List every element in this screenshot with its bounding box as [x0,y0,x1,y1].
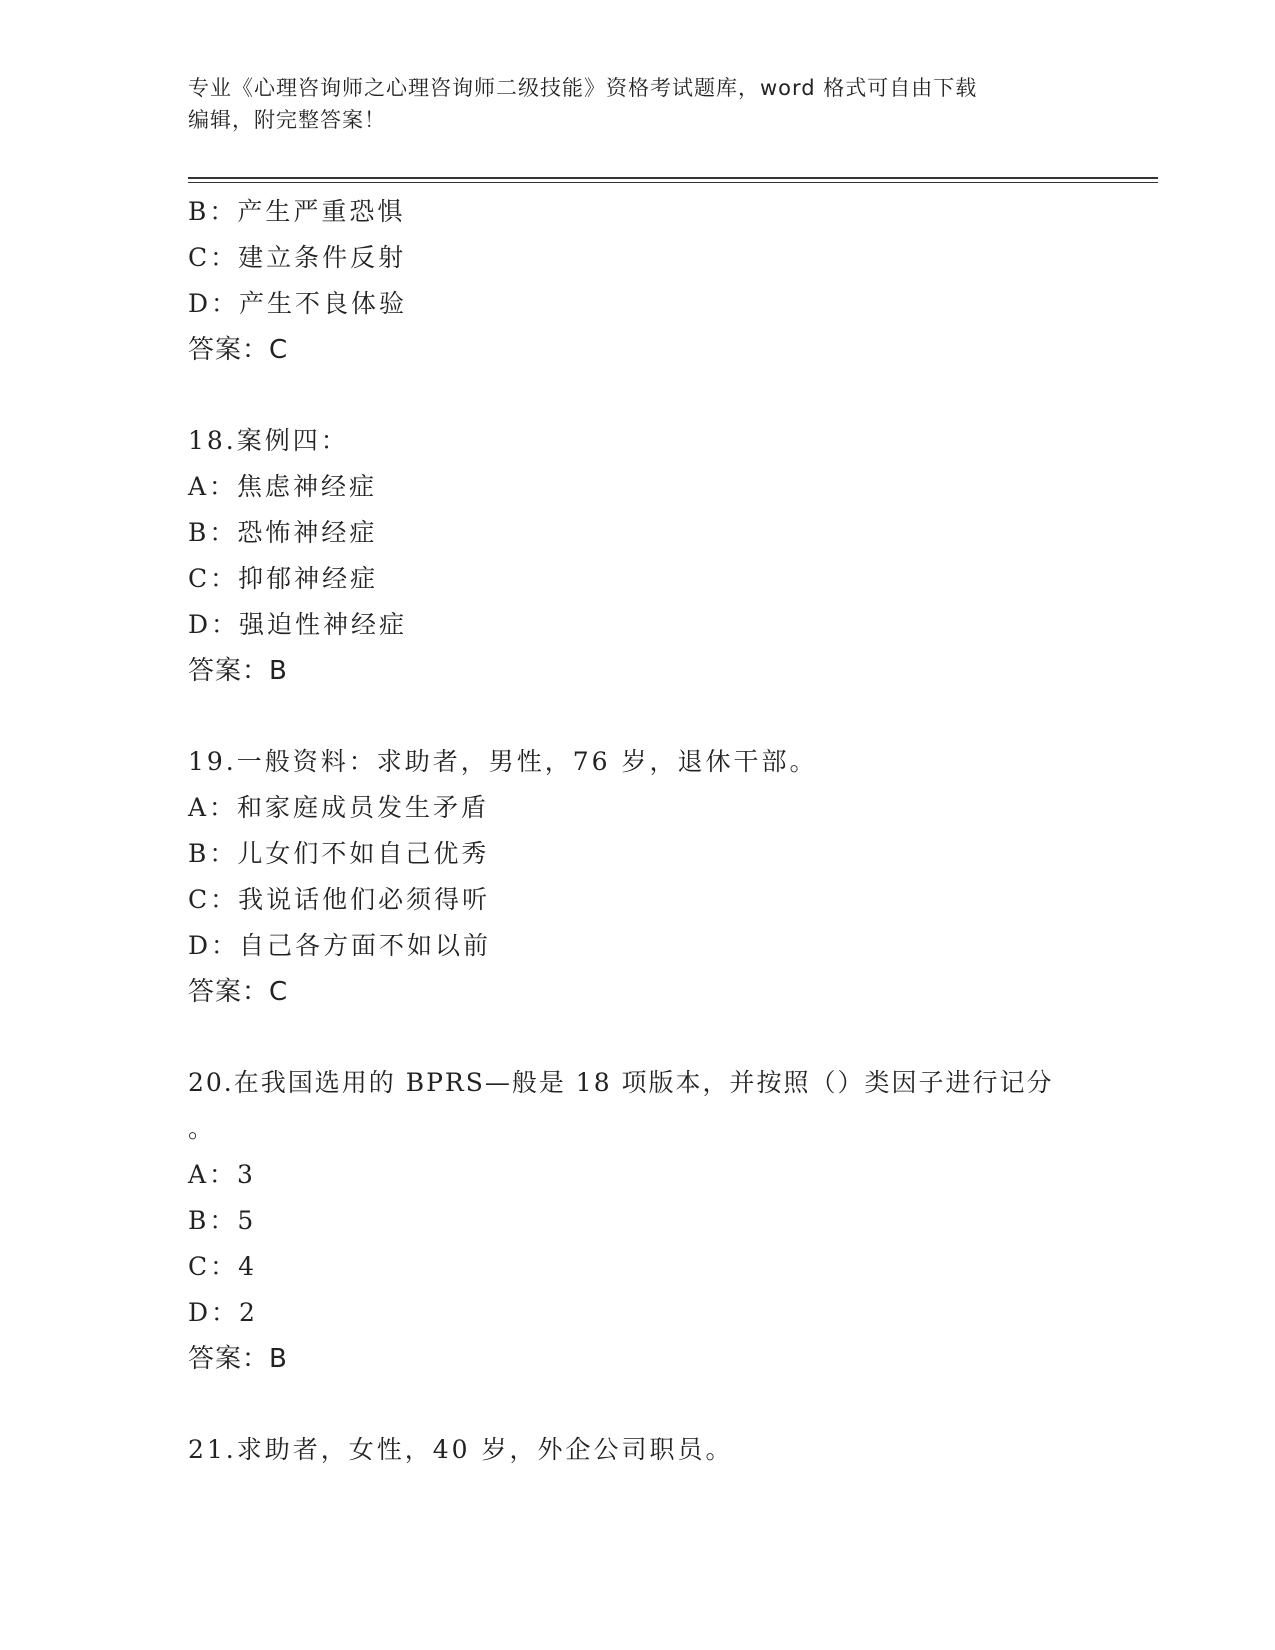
option-a: A：和家庭成员发生矛盾 [188,793,490,822]
option-c: C：我说话他们必须得听 [188,885,491,914]
header-divider-thin [188,182,1158,183]
document-header [188,72,1068,136]
question-19 [188,739,1088,1015]
option-d: D：自己各方面不如以前 [188,931,492,960]
option-c: C：4 [188,1252,258,1281]
answer-line: 答案：C [188,335,289,365]
option-d: D：强迫性神经症 [188,610,408,639]
question-18 [188,418,1088,694]
answer-line: 答案：C [188,977,289,1007]
option-b: B：恐怖神经症 [188,518,378,547]
question-stem: 19.一般资料：求助者，男性，76 岁，退休干部。 [188,747,818,776]
option-d: D：产生不良体验 [188,289,408,318]
question-21 [188,1427,1088,1473]
option-c: C：抑郁神经症 [188,564,379,593]
question-content [188,189,1088,1473]
answer-line: 答案：B [188,656,288,686]
option-a: A：焦虑神经症 [188,472,378,501]
option-b: B：5 [188,1206,257,1235]
header-line-2: 编辑，附完整答案！ [188,108,386,132]
option-d: D：2 [188,1298,258,1327]
question-stem: 21.求助者，女性，40 岁，外企公司职员。 [188,1435,734,1464]
option-b: B：儿女们不如自己优秀 [188,839,490,868]
header-line-1: 专业《心理咨询师之心理咨询师二级技能》资格考试题库，word 格式可自由下载 [188,76,978,100]
option-c: C：建立条件反射 [188,243,407,272]
question-stem-continuation: 。 [188,1114,217,1143]
question-17-tail [188,189,1088,373]
option-a: A：3 [188,1160,256,1189]
header-divider-thick [188,177,1158,179]
question-20 [188,1060,1088,1382]
question-stem: 18.案例四： [188,426,349,455]
answer-line: 答案：B [188,1344,288,1374]
question-stem: 20.在我国选用的 BPRS—般是 18 项版本，并按照（）类因子进行记分 [188,1068,1054,1097]
option-b: B：产生严重恐惧 [188,197,406,226]
